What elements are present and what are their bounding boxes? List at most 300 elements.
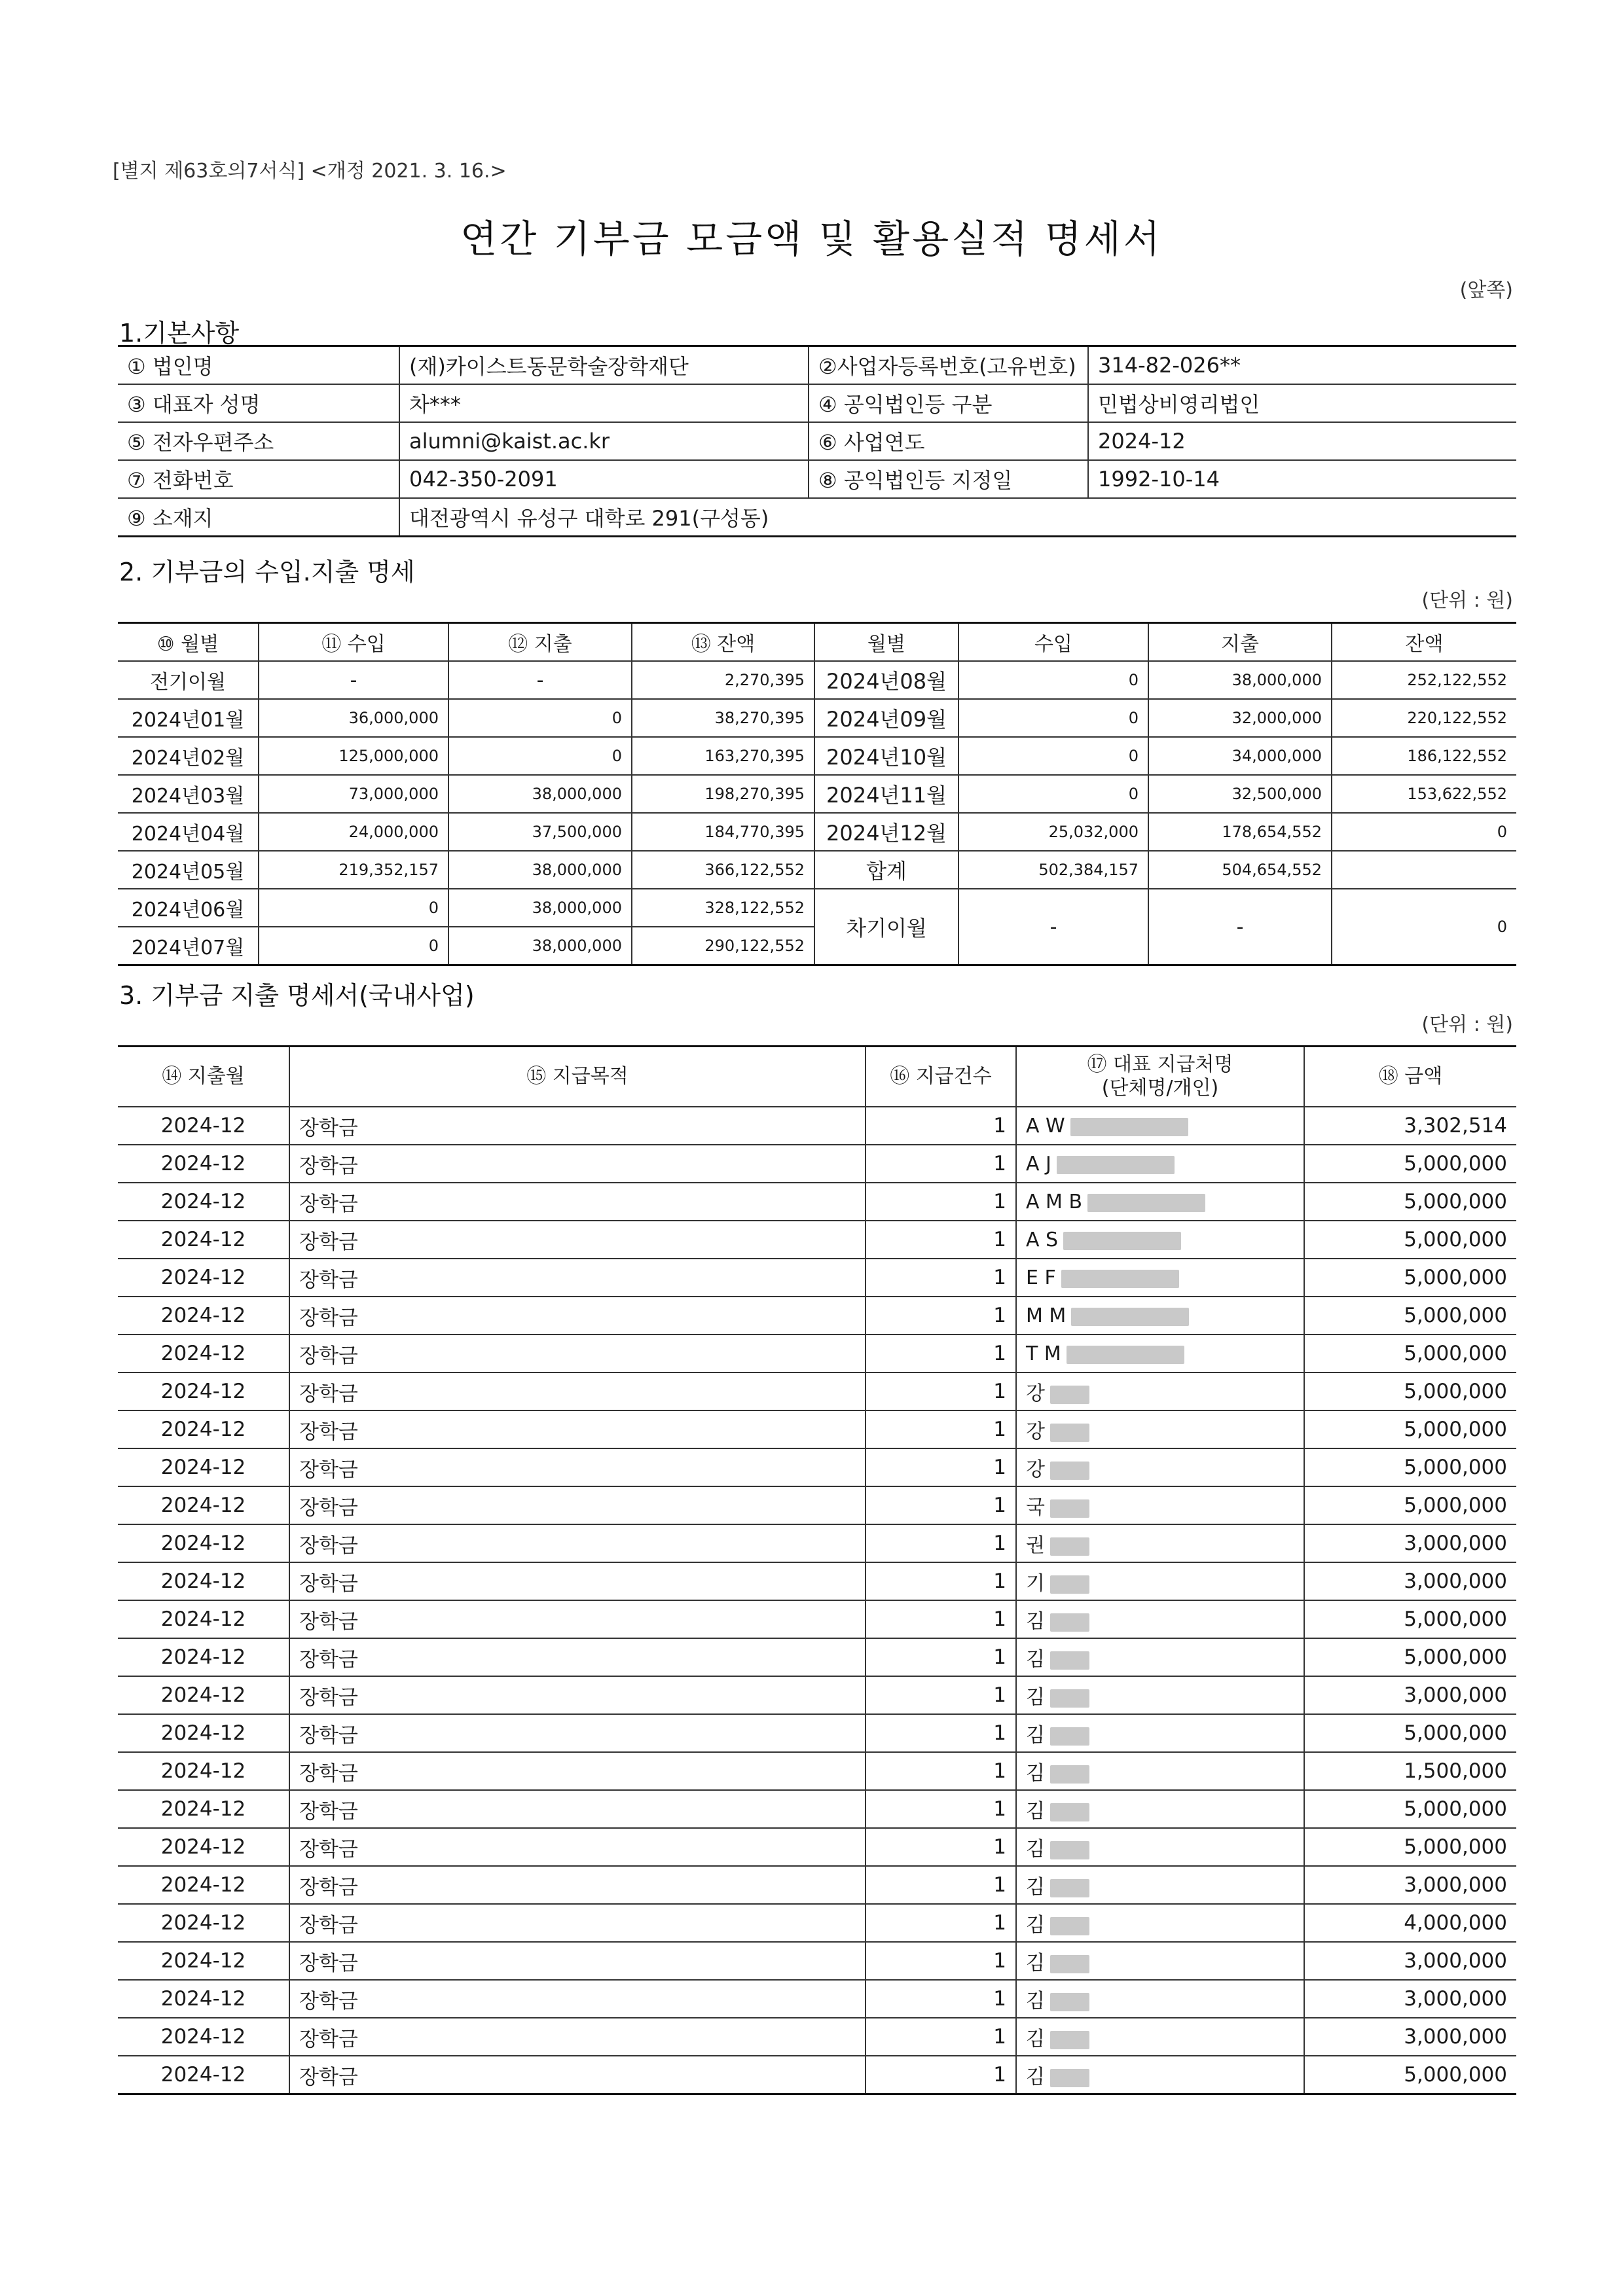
redaction-mask: [1050, 1955, 1089, 1973]
expense-month: 2024-12: [118, 1752, 289, 1790]
field-value: 2024-12: [1088, 422, 1516, 460]
ledger-expense: 504,654,552: [1148, 851, 1332, 889]
payee-cell: [1016, 1221, 1304, 1259]
redaction-mask: [1050, 1879, 1089, 1897]
payee-name: 강: [1026, 1382, 1045, 1405]
section2-title: 2. 기부금의 수입.지출 명세: [119, 558, 415, 586]
table-row: [118, 1828, 1516, 1866]
payee-name: 김: [1026, 1990, 1045, 2013]
expense-month: 2024-12: [118, 1448, 289, 1486]
table-row: [118, 2056, 1516, 2094]
carry-over-month: 차기이월: [814, 889, 958, 965]
ledger-expense: -: [448, 661, 632, 699]
expense-purpose: 장학금: [289, 1335, 866, 1372]
expense-amount: 3,000,000: [1304, 1866, 1516, 1904]
payee-name: 국: [1026, 1496, 1045, 1519]
ledger-income: 0: [958, 661, 1148, 699]
payee-name: 김: [1026, 1800, 1045, 1823]
income-expense-table: [118, 622, 1516, 966]
expense-count: 1: [866, 2056, 1016, 2094]
expense-month: 2024-12: [118, 1335, 289, 1372]
expense-purpose: 장학금: [289, 1714, 866, 1752]
ledger-expense: 0: [448, 737, 632, 775]
ledger-income: 25,032,000: [958, 813, 1148, 851]
redaction-mask: [1050, 1689, 1089, 1708]
redaction-mask: [1067, 1346, 1184, 1364]
expense-amount: 5,000,000: [1304, 1714, 1516, 1752]
detail-header-row: [118, 1047, 1516, 1107]
table-row: [118, 1866, 1516, 1904]
table-row: [118, 1980, 1516, 2018]
ledger-header-cell: ⑫ 지출: [448, 623, 632, 662]
table-row: [118, 1752, 1516, 1790]
ledger-month: 2024년11월: [814, 775, 958, 813]
payee-name: 김: [1026, 1838, 1045, 1861]
payee-cell: [1016, 1562, 1304, 1600]
ledger-month: 2024년09월: [814, 699, 958, 737]
ledger-month: 2024년08월: [814, 661, 958, 699]
ledger-balance: 2,270,395: [632, 661, 814, 699]
expense-count: 1: [866, 1904, 1016, 1942]
payee-cell: [1016, 1448, 1304, 1486]
expense-purpose: 장학금: [289, 1107, 866, 1145]
payee-name: 김: [1026, 2066, 1045, 2089]
ledger-balance: 252,122,552: [1332, 661, 1516, 699]
expense-purpose: 장학금: [289, 1145, 866, 1183]
payee-name: 강: [1026, 1420, 1045, 1443]
expense-purpose: 장학금: [289, 1297, 866, 1335]
redaction-mask: [1063, 1232, 1181, 1250]
expense-month: 2024-12: [118, 1297, 289, 1335]
redaction-mask: [1050, 1499, 1089, 1518]
table-row: [118, 1562, 1516, 1600]
field-label: ① 법인명: [118, 346, 399, 385]
payee-name: 권: [1026, 1534, 1045, 1557]
header-payee-line2: (단체명/개인): [1101, 1077, 1219, 1100]
expense-count: 1: [866, 1372, 1016, 1410]
table-row: [118, 1221, 1516, 1259]
ledger-income: 0: [958, 737, 1148, 775]
payee-name: 기: [1026, 1572, 1045, 1595]
table-row: [118, 1486, 1516, 1524]
expense-amount: 5,000,000: [1304, 1790, 1516, 1828]
expense-count: 1: [866, 1790, 1016, 1828]
table-row: [118, 1790, 1516, 1828]
field-value: (재)카이스트동문학술장학재단: [399, 346, 809, 385]
expense-count: 1: [866, 1410, 1016, 1448]
expense-purpose: 장학금: [289, 1790, 866, 1828]
ledger-header-row: [118, 623, 1516, 662]
address-value: 대전광역시 유성구 대학로 291(구성동): [399, 498, 1516, 537]
expense-amount: 5,000,000: [1304, 1410, 1516, 1448]
expense-month: 2024-12: [118, 1980, 289, 2018]
ledger-balance: 38,270,395: [632, 699, 814, 737]
ledger-row: [118, 813, 1516, 851]
redaction-mask: [1070, 1118, 1188, 1136]
basic-info-row: [118, 346, 1516, 385]
payee-cell: [1016, 1942, 1304, 1980]
ledger-balance: 290,122,552: [632, 927, 814, 965]
payee-cell: [1016, 1752, 1304, 1790]
header-amount: ⑱ 금액: [1304, 1047, 1516, 1107]
ledger-balance: [1332, 851, 1516, 889]
payee-cell: [1016, 1600, 1304, 1638]
expense-count: 1: [866, 1335, 1016, 1372]
field-label: ⑥ 사업연도: [809, 422, 1088, 460]
expense-count: 1: [866, 1524, 1016, 1562]
payee-cell: [1016, 1790, 1304, 1828]
section3-title: 3. 기부금 지출 명세서(국내사업): [119, 981, 475, 1010]
ledger-income: 0: [958, 775, 1148, 813]
basic-info-row: [118, 422, 1516, 460]
payee-cell: [1016, 1486, 1304, 1524]
expense-amount: 3,000,000: [1304, 1980, 1516, 2018]
payee-cell: [1016, 1259, 1304, 1297]
payee-name: A S: [1026, 1229, 1059, 1251]
expense-purpose: 장학금: [289, 1259, 866, 1297]
ledger-month: 2024년12월: [814, 813, 958, 851]
expense-month: 2024-12: [118, 1107, 289, 1145]
expense-purpose: 장학금: [289, 1221, 866, 1259]
expense-amount: 3,000,000: [1304, 1676, 1516, 1714]
payee-cell: [1016, 1372, 1304, 1410]
payee-name: 강: [1026, 1458, 1045, 1481]
ledger-balance: 366,122,552: [632, 851, 814, 889]
expense-count: 1: [866, 1259, 1016, 1297]
expense-amount: 3,000,000: [1304, 1524, 1516, 1562]
payee-cell: [1016, 1714, 1304, 1752]
field-label: ⑧ 공익법인등 지정일: [809, 460, 1088, 498]
redaction-mask: [1050, 1841, 1089, 1859]
ledger-header-cell: ⑬ 잔액: [632, 623, 814, 662]
expense-month: 2024-12: [118, 2056, 289, 2094]
expense-count: 1: [866, 1638, 1016, 1676]
field-value: 차***: [399, 384, 809, 422]
ledger-balance: 163,270,395: [632, 737, 814, 775]
ledger-row: [118, 889, 1516, 927]
payee-name: 김: [1026, 1762, 1045, 1785]
payee-cell: [1016, 1335, 1304, 1372]
ledger-month: 2024년04월: [118, 813, 259, 851]
expense-month: 2024-12: [118, 1714, 289, 1752]
ledger-row: [118, 661, 1516, 699]
payee-name: 김: [1026, 1724, 1045, 1747]
ledger-month: 2024년05월: [118, 851, 259, 889]
expense-month: 2024-12: [118, 2018, 289, 2056]
expense-amount: 5,000,000: [1304, 1221, 1516, 1259]
redaction-mask: [1050, 1917, 1089, 1935]
payee-name: 김: [1026, 1686, 1045, 1709]
ledger-row: [118, 737, 1516, 775]
field-label: ②사업자등록번호(고유번호): [809, 346, 1088, 385]
ledger-month: 2024년02월: [118, 737, 259, 775]
ledger-header-cell: 수입: [958, 623, 1148, 662]
expense-purpose: 장학금: [289, 1942, 866, 1980]
field-label: ④ 공익법인등 구분: [809, 384, 1088, 422]
expense-month: 2024-12: [118, 1676, 289, 1714]
expense-month: 2024-12: [118, 1866, 289, 1904]
expense-detail-table: [118, 1045, 1516, 2095]
ledger-income: 73,000,000: [259, 775, 448, 813]
ledger-header-cell: ⑪ 수입: [259, 623, 448, 662]
ledger-expense: 38,000,000: [448, 927, 632, 965]
redaction-mask: [1050, 1765, 1089, 1784]
field-value: alumni@kaist.ac.kr: [399, 422, 809, 460]
expense-amount: 5,000,000: [1304, 1145, 1516, 1183]
expense-purpose: 장학금: [289, 1448, 866, 1486]
ledger-balance: 328,122,552: [632, 889, 814, 927]
table-row: [118, 1448, 1516, 1486]
header-month: ⑭ 지출월: [118, 1047, 289, 1107]
expense-month: 2024-12: [118, 1942, 289, 1980]
ledger-balance: 198,270,395: [632, 775, 814, 813]
ledger-income: 0: [259, 927, 448, 965]
expense-purpose: 장학금: [289, 1562, 866, 1600]
payee-cell: [1016, 1904, 1304, 1942]
expense-purpose: 장학금: [289, 1866, 866, 1904]
header-payee-line1: ⑰ 대표 지급처명: [1087, 1053, 1233, 1076]
expense-month: 2024-12: [118, 1904, 289, 1942]
table-row: [118, 1372, 1516, 1410]
redaction-mask: [1050, 2031, 1089, 2049]
expense-amount: 5,000,000: [1304, 1600, 1516, 1638]
document-title: 연간 기부금 모금액 및 활용실적 명세서: [460, 217, 1163, 261]
ledger-month: 2024년06월: [118, 889, 259, 927]
expense-month: 2024-12: [118, 1145, 289, 1183]
table-row: [118, 1714, 1516, 1752]
payee-cell: [1016, 1410, 1304, 1448]
ledger-header-cell: 지출: [1148, 623, 1332, 662]
expense-purpose: 장학금: [289, 1676, 866, 1714]
table-row: [118, 1145, 1516, 1183]
expense-count: 1: [866, 1221, 1016, 1259]
payee-cell: [1016, 1297, 1304, 1335]
header-count: ⑯ 지급건수: [866, 1047, 1016, 1107]
expense-count: 1: [866, 1714, 1016, 1752]
expense-month: 2024-12: [118, 1221, 289, 1259]
redaction-mask: [1050, 1727, 1089, 1746]
ledger-expense: 38,000,000: [448, 889, 632, 927]
expense-amount: 5,000,000: [1304, 1297, 1516, 1335]
expense-amount: 3,000,000: [1304, 2018, 1516, 2056]
expense-month: 2024-12: [118, 1524, 289, 1562]
header-purpose: ⑮ 지급목적: [289, 1047, 866, 1107]
payee-cell: [1016, 1866, 1304, 1904]
payee-name: 김: [1026, 2028, 1045, 2051]
payee-name: 김: [1026, 1914, 1045, 1937]
expense-month: 2024-12: [118, 1372, 289, 1410]
expense-month: 2024-12: [118, 1562, 289, 1600]
payee-name: A W: [1026, 1115, 1065, 1138]
ledger-month: 2024년01월: [118, 699, 259, 737]
redaction-mask: [1050, 2069, 1089, 2087]
payee-name: E F: [1026, 1266, 1056, 1289]
ledger-income: 125,000,000: [259, 737, 448, 775]
expense-purpose: 장학금: [289, 1600, 866, 1638]
table-row: [118, 1638, 1516, 1676]
table-row: [118, 1904, 1516, 1942]
ledger-header-cell: 월별: [814, 623, 958, 662]
expense-count: 1: [866, 1942, 1016, 1980]
redaction-mask: [1050, 1613, 1089, 1632]
redaction-mask: [1050, 1993, 1089, 2011]
payee-name: T M: [1026, 1342, 1061, 1365]
redaction-mask: [1050, 1575, 1089, 1594]
expense-month: 2024-12: [118, 1828, 289, 1866]
expense-amount: 5,000,000: [1304, 1335, 1516, 1372]
expense-purpose: 장학금: [289, 1638, 866, 1676]
expense-count: 1: [866, 1297, 1016, 1335]
expense-amount: 3,000,000: [1304, 1562, 1516, 1600]
expense-count: 1: [866, 1107, 1016, 1145]
ledger-expense: 178,654,552: [1148, 813, 1332, 851]
carry-over-income: -: [958, 889, 1148, 965]
header-payee: [1016, 1047, 1304, 1107]
field-value: 314-82-026**: [1088, 346, 1516, 385]
ledger-row: [118, 851, 1516, 889]
expense-count: 1: [866, 1752, 1016, 1790]
field-label: ⑦ 전화번호: [118, 460, 399, 498]
ledger-balance: 186,122,552: [1332, 737, 1516, 775]
expense-purpose: 장학금: [289, 1980, 866, 2018]
payee-cell: [1016, 1638, 1304, 1676]
expense-month: 2024-12: [118, 1638, 289, 1676]
basic-info-table: [118, 345, 1516, 537]
expense-purpose: 장학금: [289, 1372, 866, 1410]
ledger-income: 24,000,000: [259, 813, 448, 851]
ledger-expense: 38,000,000: [1148, 661, 1332, 699]
expense-amount: 5,000,000: [1304, 1372, 1516, 1410]
address-label: ⑨ 소재지: [118, 498, 399, 537]
carry-over-balance: 0: [1332, 889, 1516, 965]
form-id: [별지 제63호의7서식] <개정 2021. 3. 16.>: [113, 160, 507, 183]
ledger-row: [118, 699, 1516, 737]
ledger-expense: 32,500,000: [1148, 775, 1332, 813]
ledger-header-cell: ⑩ 월별: [118, 623, 259, 662]
expense-month: 2024-12: [118, 1600, 289, 1638]
payee-cell: [1016, 1183, 1304, 1221]
redaction-mask: [1050, 1424, 1089, 1442]
redaction-mask: [1050, 1386, 1089, 1404]
payee-cell: [1016, 1828, 1304, 1866]
section3-unit: (단위 : 원): [1421, 1013, 1513, 1036]
ledger-row: [118, 775, 1516, 813]
ledger-expense: 34,000,000: [1148, 737, 1332, 775]
ledger-month: 2024년10월: [814, 737, 958, 775]
expense-count: 1: [866, 1676, 1016, 1714]
ledger-expense: 38,000,000: [448, 775, 632, 813]
payee-name: 김: [1026, 1610, 1045, 1633]
ledger-income: 219,352,157: [259, 851, 448, 889]
payee-name: 김: [1026, 1876, 1045, 1899]
redaction-mask: [1071, 1308, 1189, 1326]
expense-month: 2024-12: [118, 1486, 289, 1524]
table-row: [118, 1676, 1516, 1714]
table-row: [118, 1335, 1516, 1372]
payee-name: 김: [1026, 1952, 1045, 1975]
expense-purpose: 장학금: [289, 1828, 866, 1866]
table-row: [118, 1942, 1516, 1980]
expense-count: 1: [866, 1183, 1016, 1221]
ledger-expense: 38,000,000: [448, 851, 632, 889]
expense-count: 1: [866, 1600, 1016, 1638]
payee-name: A M B: [1026, 1191, 1083, 1213]
expense-count: 1: [866, 1562, 1016, 1600]
expense-count: 1: [866, 1486, 1016, 1524]
expense-amount: 5,000,000: [1304, 2056, 1516, 2094]
field-value: 민법상비영리법인: [1088, 384, 1516, 422]
table-row: [118, 1410, 1516, 1448]
expense-purpose: 장학금: [289, 1486, 866, 1524]
expense-amount: 5,000,000: [1304, 1183, 1516, 1221]
expense-purpose: 장학금: [289, 1752, 866, 1790]
expense-amount: 4,000,000: [1304, 1904, 1516, 1942]
expense-purpose: 장학금: [289, 1524, 866, 1562]
redaction-mask: [1061, 1270, 1179, 1288]
ledger-balance: 184,770,395: [632, 813, 814, 851]
expense-amount: 1,500,000: [1304, 1752, 1516, 1790]
redaction-mask: [1050, 1803, 1089, 1821]
section1-title: 1.기본사항: [119, 319, 240, 348]
expense-count: 1: [866, 1828, 1016, 1866]
ledger-expense: 37,500,000: [448, 813, 632, 851]
field-value: 1992-10-14: [1088, 460, 1516, 498]
expense-count: 1: [866, 2018, 1016, 2056]
basic-info-row: [118, 460, 1516, 498]
expense-amount: 5,000,000: [1304, 1638, 1516, 1676]
expense-purpose: 장학금: [289, 2018, 866, 2056]
expense-amount: 3,000,000: [1304, 1942, 1516, 1980]
field-label: ⑤ 전자우편주소: [118, 422, 399, 460]
expense-month: 2024-12: [118, 1259, 289, 1297]
payee-cell: [1016, 1980, 1304, 2018]
ledger-income: 0: [259, 889, 448, 927]
ledger-month: 2024년03월: [118, 775, 259, 813]
basic-info-row: [118, 384, 1516, 422]
expense-month: 2024-12: [118, 1183, 289, 1221]
expense-purpose: 장학금: [289, 2056, 866, 2094]
expense-amount: 5,000,000: [1304, 1486, 1516, 1524]
expense-purpose: 장학금: [289, 1410, 866, 1448]
ledger-income: 0: [958, 699, 1148, 737]
expense-count: 1: [866, 1980, 1016, 2018]
ledger-income: 36,000,000: [259, 699, 448, 737]
address-row: [118, 498, 1516, 537]
ledger-income: -: [259, 661, 448, 699]
redaction-mask: [1050, 1462, 1089, 1480]
ledger-month: 2024년07월: [118, 927, 259, 965]
redaction-mask: [1087, 1194, 1205, 1212]
ledger-balance: 0: [1332, 813, 1516, 851]
ledger-header-cell: 잔액: [1332, 623, 1516, 662]
payee-cell: [1016, 1145, 1304, 1183]
section2-unit: (단위 : 원): [1421, 589, 1513, 612]
expense-count: 1: [866, 1866, 1016, 1904]
payee-name: 김: [1026, 1648, 1045, 1671]
redaction-mask: [1057, 1156, 1175, 1174]
table-row: [118, 1600, 1516, 1638]
table-row: [118, 1297, 1516, 1335]
expense-purpose: 장학금: [289, 1183, 866, 1221]
expense-count: 1: [866, 1448, 1016, 1486]
payee-name: A J: [1026, 1153, 1051, 1175]
carry-over-expense: -: [1148, 889, 1332, 965]
redaction-mask: [1050, 1537, 1089, 1556]
payee-cell: [1016, 1107, 1304, 1145]
ledger-expense: 0: [448, 699, 632, 737]
ledger-balance: 153,622,552: [1332, 775, 1516, 813]
expense-month: 2024-12: [118, 1410, 289, 1448]
